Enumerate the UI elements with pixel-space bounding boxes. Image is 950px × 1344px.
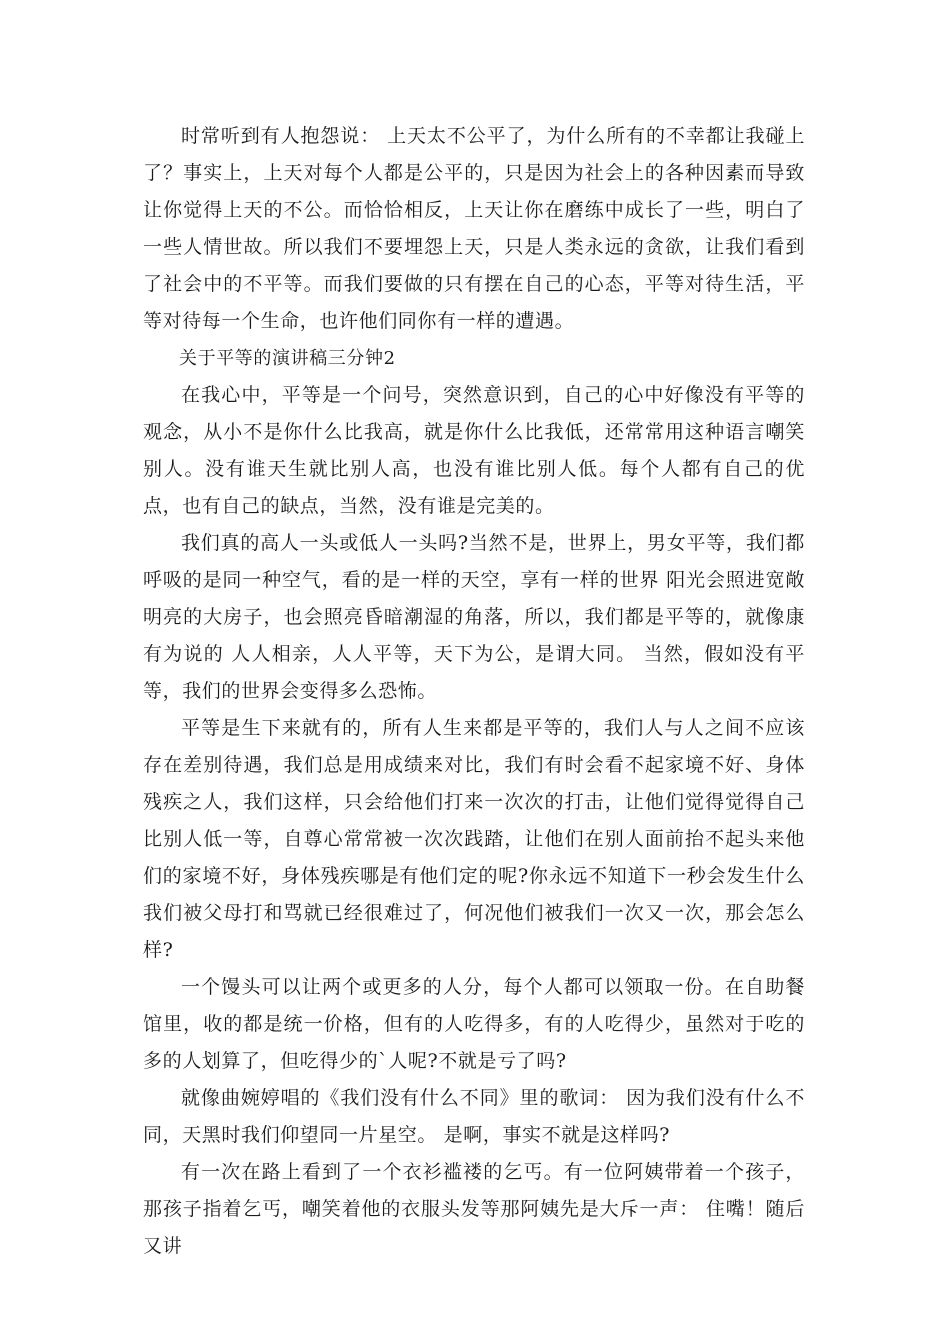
paragraph-intro: 时常听到有人抱怨说： 上天太不公平了，为什么所有的不幸都让我碰上了？事实上，上天对每个人都是公平的，只是因为社会上的各种因素而导致让你觉得上天的不公。而恰恰相反，上天让你在磨练中成长了一些，明白了一些人情世故。所以我们不要埋怨上天，只是人类永远的贪欲，让我们看到了社会中的不平等。而我们要做的只有摆在自己的心态，平等对待生活，平等对待每一个生命，也许他们同你有一样的遭遇。 <box>143 125 805 332</box>
paragraph-mantou: 一个馒头可以让两个或更多的人分，每个人都可以领取一份。在自助餐馆里，收的都是统一价格，但有的人吃得多，有的人吃得少，虽然对于吃的多的人划算了，但吃得少的`人呢?不就是亏了吗? <box>143 976 805 1072</box>
paragraph-question-mark: 在我心中，平等是一个问号，突然意识到，自己的心中好像没有平等的观念，从小不是你什么比我高，就是你什么比我低，还常常用这种语言嘲笑别人。没有谁天生就比别人高，也没有谁比别人低。每个人都有自己的优点，也有自己的缺点，当然，没有谁是完美的。 <box>143 384 805 517</box>
paragraph-born-equal: 平等是生下来就有的，所有人生来都是平等的，我们人与人之间不应该存在差别待遇，我们总是用成绩来对比，我们有时会看不起家境不好、身体残疾之人，我们这样，只会给他们打来一次次的打击，让他们觉得觉得自己比别人低一等，自尊心常常被一次次践踏，让他们在别人面前抬不起头来他们的家境不好，身体残疾哪是有他们定的呢?你永远不知道下一秒会发生什么我们被父母打和骂就已经很难过了，何况他们被我们一次又一次，那会怎么样? <box>143 717 805 961</box>
paragraph-beggar: 有一次在路上看到了一个衣衫褴褛的乞丐。有一位阿姨带着一个孩子，那孩子指着乞丐，嘲笑着他的衣服头发等那阿姨先是大斥一声： 住嘴！随后又讲 <box>143 1161 805 1257</box>
paragraph-equal-world: 我们真的高人一头或低人一头吗?当然不是，世界上，男女平等，我们都呼吸的是同一种空气，看的是一样的天空，享有一样的世界 阳光会照进宽敞明亮的大房子，也会照亮昏暗潮湿的角落，所以，我们都是平等的，就像康有为说的 人人相亲，人人平等，天下为公，是谓大同。 当然，假如没有平等，我们的世界会变得多么恐怖。 <box>143 532 805 702</box>
document-body <box>143 118 805 1265</box>
paragraph-song-lyrics: 就像曲婉婷唱的《我们没有什么不同》里的歌词： 因为我们没有什么不同，天黑时我们仰望同一片星空。 是啊，事实不就是这样吗? <box>143 1087 805 1146</box>
section-heading: 关于平等的演讲稿三分钟2 <box>179 348 396 369</box>
